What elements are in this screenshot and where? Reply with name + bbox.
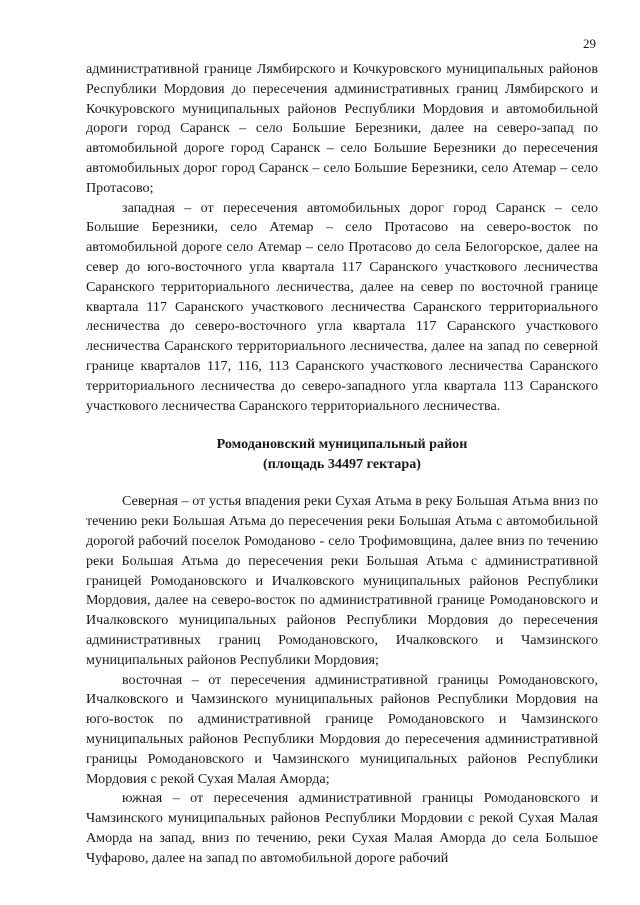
paragraph-western-boundary: западная – от пересечения автомобильных дорог город Саранск – село Большие Березники, село Атемар – село Протасово на северо-восток по автомобильной дороге село Атемар – село Протасово до села Белогорское, далее на север до юго-восточного угла квартала 117 Саранского участкового лесничества Саранского территориального лесничества, далее на север по восточной границе квартала 117 Саранского участкового лесничества Саранского территориального лесничества до северо-восточного угла квартала 117 Саранского участкового лесничества Саранского территориального лесничества, далее на запад по северной границе кварталов 117, 116, 113 Саранского участкового лесничества Саранского территориального лесничества до северо-западного угла квартала 113 Саранского участкового лесничества Саранского территориального лесничества. [86,199,598,414]
section-area: (площадь 34497 гектара) [263,456,421,473]
section-heading [86,434,598,474]
page-number: 29 [583,36,596,51]
paragraph-northern-boundary: Северная – от устья впадения реки Сухая Атьма в реку Большая Атьма вниз по течению реки Большая Атьма до пересечения реки Большая Атьма с автомобильной дорогой рабочий поселок Ромоданово - село Трофимовщина, далее вниз по течению реки Большая Атьма до пересечения реки Большая Атьма с административной границей Ромодановского и Ичалковского муниципальных районов Республики Мордовия, далее на северо-восток по административной границе Ромодановского и Ичалковского муниципальных районов Республики Мордовия до пересечения административных границ Ромодановского, Ичалковского и Чамзинского муниципальных районов Республики Мордовия; [86,493,598,668]
paragraph-continuation: административной границе Лямбирского и Кочкуровского муниципальных районов Республики Мордовия до пересечения административных границ Лямбирского и Кочкуровского муниципальных районов Республики Мордовия и автомобильной дороги город Саранск – село Большие Березники, далее на северо-запад по автомобильной дороге город Саранск – село Большие Березники до пересечения автомобильных дорог город Саранск – село Большие Березники, село Атемар – село Протасово; [86,61,598,196]
section-title: Ромодановский муниципальный район [216,436,468,453]
document-body [86,60,598,868]
paragraph-southern-boundary: южная – от пересечения административной границы Ромодановского и Чамзинского муниципальных районов Республики Мордовии с рекой Сухая Малая Аморда на запад, вниз по течению, реки Сухая Малая Аморда до села Большое Чуфарово, далее на запад по автомобильной дороге рабочий [86,790,598,866]
paragraph-eastern-boundary: восточная – от пересечения административной границы Ромодановского, Ичалковского и Чамзинского муниципальных районов Республики Мордовия на юго-восток по административной границе Ромодановского и Чамзинского муниципальных районов Республики Мордовия до пересечения административной границы Ромодановского и Чамзинского муниципальных районов Республики Мордовия с рекой Сухая Малая Аморда; [86,671,598,787]
